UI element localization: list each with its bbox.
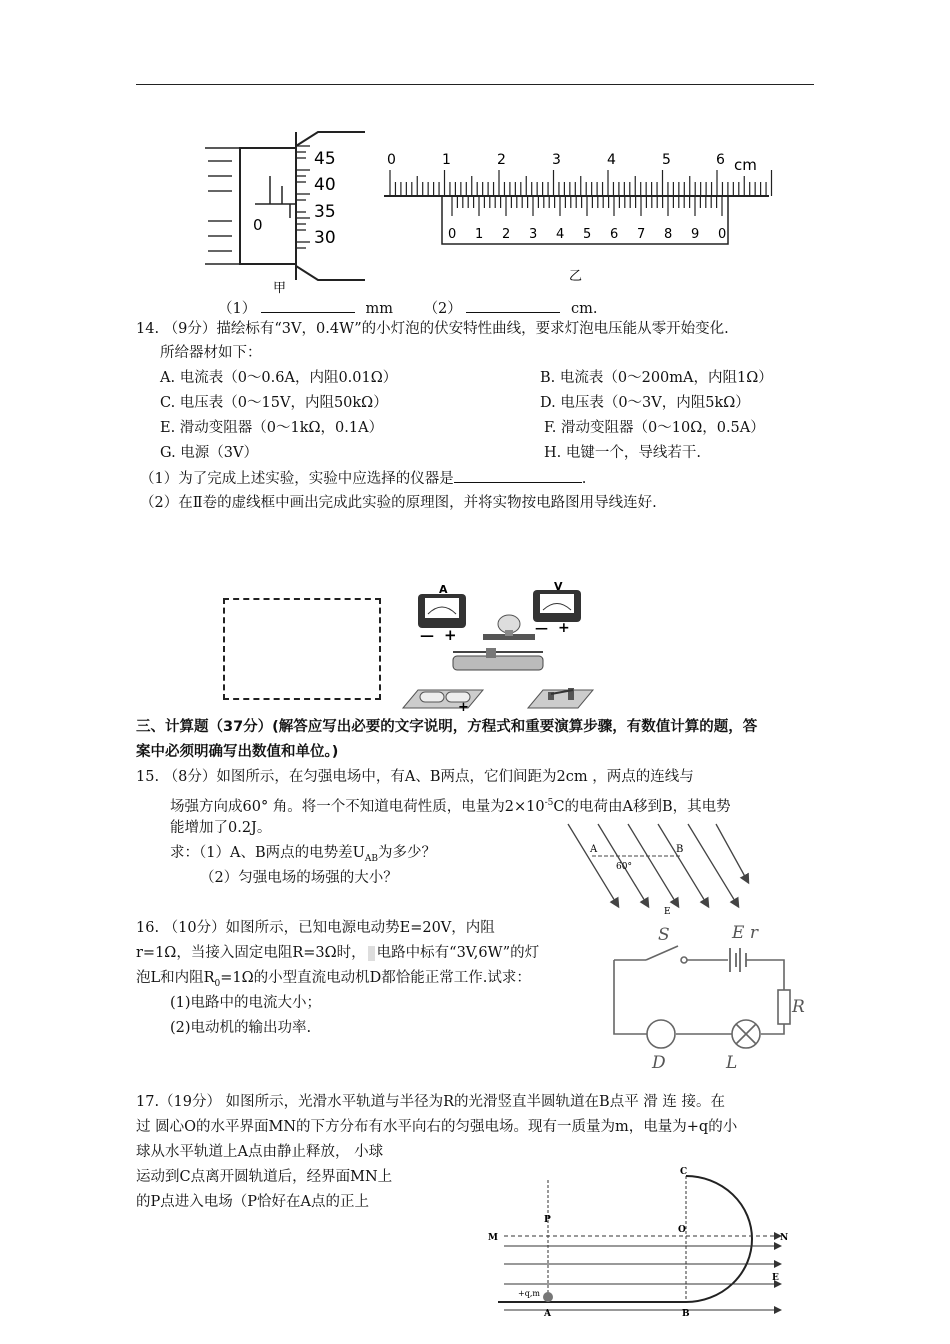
q16-marker: [368, 946, 375, 961]
caliper-vernier-tick: 8: [664, 227, 673, 242]
battery-plus: +: [458, 700, 469, 712]
q16-line3-sub: 0: [214, 978, 221, 989]
ammeter-letter: A: [439, 583, 448, 596]
field-e-label: E: [664, 907, 671, 917]
q14-stem2: 所给器材如下：: [160, 345, 262, 361]
fig-motor-label: D: [652, 1053, 666, 1072]
q17-line4: 运动到C点离开圆轨道后，经界面MN上: [136, 1169, 393, 1185]
q16-line2-text: r=1Ω，当接入固定电阻R=3Ω时，: [136, 945, 366, 961]
track-point-o: O: [678, 1225, 686, 1235]
caliper-vernier-tick: 6: [610, 227, 619, 242]
caliper-main-tick: 5: [662, 152, 671, 168]
caliper-vernier-tick: 0: [718, 227, 727, 242]
fig-lamp-label: L: [726, 1053, 738, 1072]
field-point-a: A: [590, 844, 598, 855]
q14-sub2: （2）在Ⅱ卷的虚线框中画出完成此实验的原理图，并将实物按电路图用导线连好.: [140, 495, 657, 511]
micrometer-figure: [200, 126, 370, 296]
q15-line2-end: C的电荷由A移到B，其电势: [553, 798, 731, 815]
q14-option-g: G. 电源（3V）: [160, 445, 258, 461]
q16-line3: [136, 968, 531, 994]
track-point-m: M: [488, 1233, 498, 1243]
answer-1-label: （1）: [218, 301, 257, 317]
caliper-vernier-tick: 7: [637, 227, 646, 242]
section3-line2: 案中必须明确写出数值和单位。): [136, 744, 339, 760]
track-point-b: B: [682, 1309, 690, 1319]
q16-ask2: (2)电动机的输出功率.: [170, 1020, 312, 1036]
voltmeter-minus: —: [535, 621, 548, 636]
micrometer-tick-40: 40: [314, 175, 336, 195]
q16-line2: [136, 943, 539, 963]
caliper-vernier-tick: 9: [691, 227, 700, 242]
answer-1-blank[interactable]: [261, 298, 355, 313]
answer-1-unit: mm: [365, 301, 393, 317]
caliper-vernier-tick: 5: [583, 227, 592, 242]
fig-switch-label: S: [658, 925, 670, 945]
voltmeter-plus: +: [558, 620, 570, 636]
caliper-main-tick: 2: [497, 152, 506, 168]
track-charge-label: +q,m: [518, 1289, 540, 1298]
caliper-main-tick: 3: [552, 152, 561, 168]
micrometer-tick-35: 35: [314, 202, 336, 222]
section3-line1: 三、计算题（37分）(解答应写出必要的文字说明，方程式和重要演算步骤，有数值计算的题，答: [136, 719, 758, 735]
q15-exponent: -5: [544, 798, 554, 808]
q17-line2: 过 圆心O的水平界面MN的下方分布有水平向右的匀强电场。现有一质量为m，电量为+q的小: [136, 1119, 738, 1135]
q14-sub1-blank[interactable]: [454, 468, 582, 483]
q15-line2-text: 场强方向成60° 角。将一个不知道电荷性质，电量为2×10: [170, 798, 545, 815]
q14-sub1-end: .: [581, 471, 587, 487]
answer-2-unit: cm.: [571, 301, 598, 317]
field-point-b: B: [676, 844, 684, 855]
track-point-c: C: [680, 1167, 688, 1177]
circuit-dashed-box[interactable]: [223, 598, 381, 700]
voltmeter-letter: V: [554, 580, 563, 593]
caliper-main-tick: 4: [607, 152, 616, 168]
q16-ask1: (1)电路中的电流大小；: [170, 995, 322, 1011]
ammeter-plus: +: [444, 626, 457, 644]
q16-line3-end: =1Ω的小型直流电动机D都恰能正常工作.试求：: [220, 970, 531, 986]
caliper-main-tick: 1: [442, 152, 451, 168]
answer-2-label: （2）: [423, 301, 462, 317]
q14-option-a: A. 电流表（0～0.6A，内阻0.01Ω）: [160, 370, 398, 386]
q16-line1: 16. （10分）如图所示，已知电源电动势E=20V，内阻: [136, 920, 495, 936]
q15-ask1-text: 求：（1）A、B两点的电势差U: [170, 845, 365, 861]
field-angle: 60°: [616, 862, 632, 872]
caliper-main-tick: 6: [716, 152, 725, 168]
q16-line2-end: 电路中标有“3V,6W”的灯: [376, 945, 540, 961]
q15-ask1: [170, 843, 436, 869]
header-rule: [136, 84, 814, 85]
caliper-unit: cm: [734, 156, 757, 174]
q14-option-b: B. 电流表（0～200mA，内阻1Ω）: [540, 370, 773, 386]
track-point-n: N: [780, 1233, 789, 1243]
fig-resistor-label: R: [792, 997, 805, 1017]
q17-line1: 17.（19分） 如图所示，光滑水平轨道与半径为R的光滑竖直半圆轨道在B点平 滑 连 接。在: [136, 1094, 726, 1110]
apparatus-figure: [398, 580, 598, 712]
q13-answer-lines: [218, 298, 598, 319]
q14-stem: 14. （9分）描绘标有“3V，0.4W”的小灯泡的伏安特性曲线，要求灯泡电压能从零开始变化.: [136, 321, 729, 337]
track-point-a: A: [544, 1309, 551, 1319]
track-e-label: E: [772, 1273, 779, 1283]
q16-line3-text: 泡L和内阻R: [136, 970, 215, 986]
caliper-main-tick: 0: [387, 152, 396, 168]
q15-line1: 15. （8分）如图所示，在匀强电场中，有A、B两点，它们间距为2cm ，两点的连线与: [136, 769, 694, 785]
caliper-vernier-tick: 0: [448, 227, 457, 242]
track-point-p: P: [544, 1215, 551, 1225]
q14-sub1: [140, 468, 586, 489]
fig-jia-label: 甲: [273, 281, 287, 296]
micrometer-zero: 0: [253, 216, 263, 234]
caliper-vernier-tick: 4: [556, 227, 565, 242]
q14-sub1-text: （1）为了完成上述实验，实验中应选择的仪器是: [140, 471, 454, 487]
semicircle-track-figure: [484, 1166, 794, 1344]
q15-ask1-sub: AB: [364, 853, 378, 864]
caliper-vernier-tick: 1: [475, 227, 484, 242]
q14-option-h: H. 电键一个，导线若干.: [544, 445, 701, 461]
q14-option-d: D. 电压表（0～3V，内阻5kΩ）: [540, 395, 750, 411]
motor-circuit-figure: [606, 918, 812, 1072]
q17-line3: 球从水平轨道上A点由静止释放， 小球: [136, 1144, 384, 1160]
q14-option-c: C. 电压表（0～15V，内阻50kΩ）: [160, 395, 388, 411]
q17-line5: 的P点进入电场（P恰好在A点的正上: [136, 1194, 369, 1210]
q14-option-f: F. 滑动变阻器（0～10Ω，0.5A）: [544, 420, 765, 436]
field-lines-figure: [560, 822, 750, 922]
caliper-vernier-tick: 2: [502, 227, 511, 242]
ammeter-minus: —: [420, 628, 434, 644]
q15-line2: [170, 793, 731, 817]
q14-option-e: E. 滑动变阻器（0～1kΩ，0.1A）: [160, 420, 384, 436]
micrometer-tick-30: 30: [314, 228, 336, 248]
q15-line3: 能增加了0.2J。: [170, 820, 272, 836]
q15-ask1-end: 为多少？: [377, 845, 436, 861]
micrometer-tick-45: 45: [314, 149, 336, 169]
vernier-caliper-figure: [384, 148, 774, 288]
caliper-vernier-tick: 3: [529, 227, 538, 242]
fig-yi-label: 乙: [569, 269, 583, 284]
q15-ask2: （2）匀强电场的场强的大小？: [200, 870, 398, 886]
rheostat-icon: [453, 656, 543, 670]
fig-source-label: E r: [732, 923, 758, 943]
answer-2-blank[interactable]: [466, 298, 560, 313]
